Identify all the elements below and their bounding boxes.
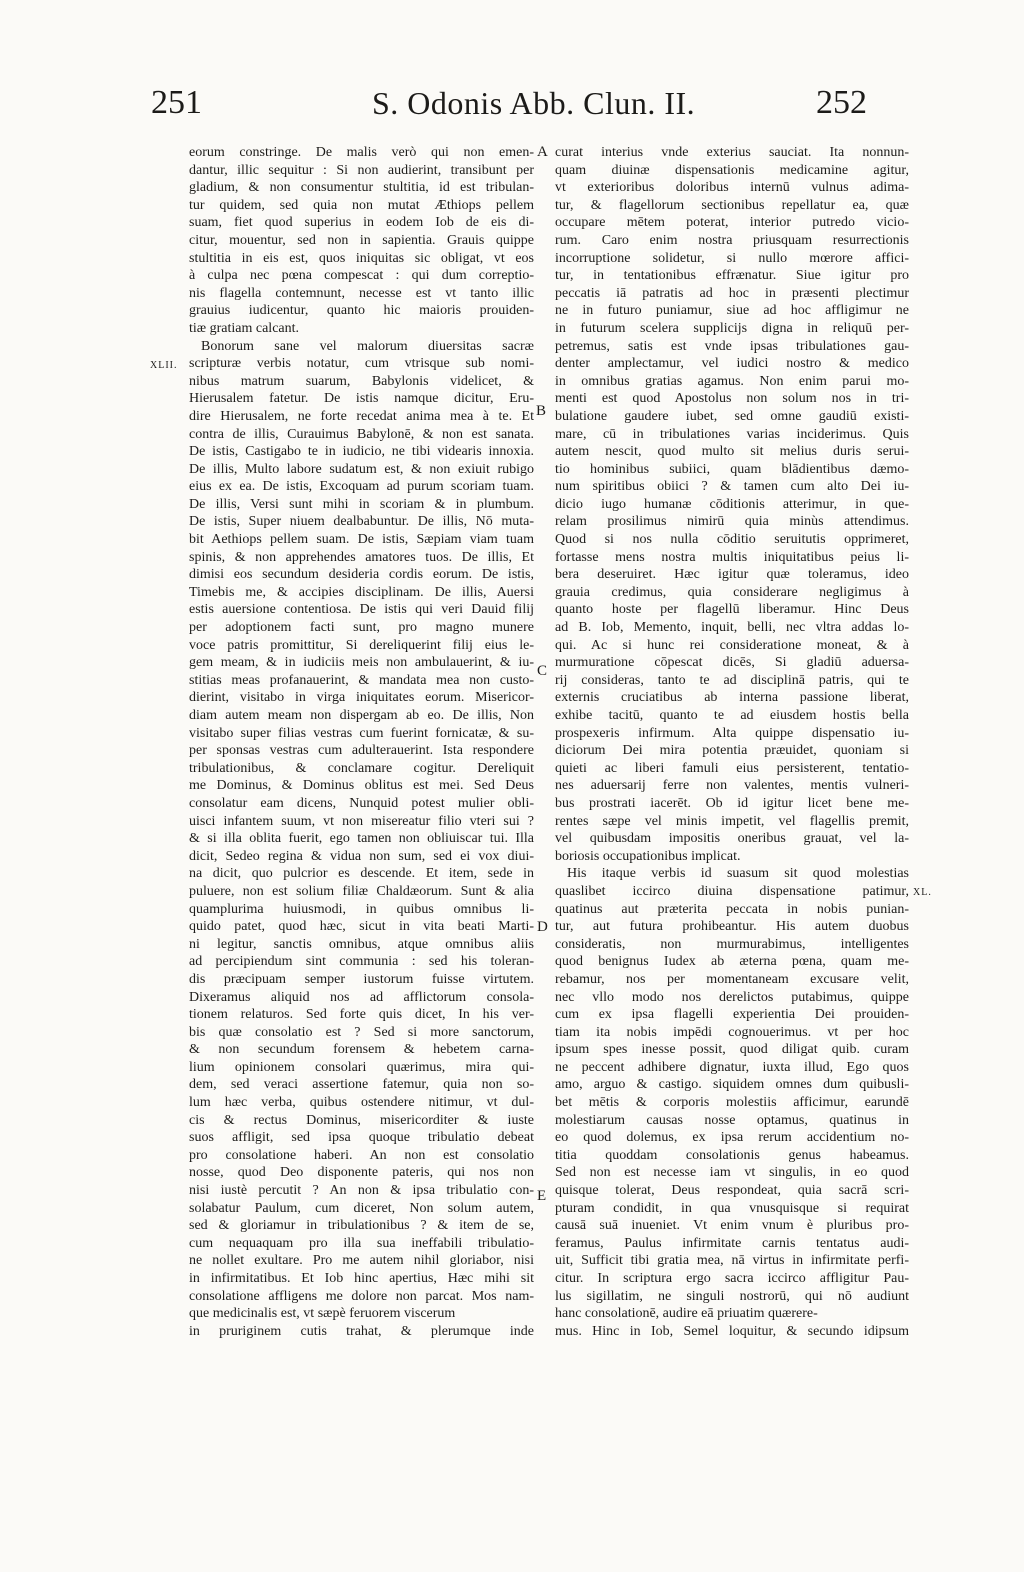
text-line: per adoptionem facti sunt, pro magno munere xyxy=(189,620,534,636)
text-line: in pruriginem cutis trahat, & plerumque inde xyxy=(189,1323,534,1339)
text-line: bus prostrati iacerēt. Ob id igitur licet bene me- xyxy=(555,795,909,811)
text-line: uisci infantem suum, vt non misereatur filio vteri sui ? xyxy=(189,813,534,829)
text-line: contra de illis, Curauimus Babylonē, & non est sanata. xyxy=(189,426,534,442)
text-line: ni legitur, sanctis omnibus, atque omnibus aliis xyxy=(189,936,534,952)
text-line: rentes sæpe vel minis impetit, vel flagellis premit, xyxy=(555,813,909,829)
text-line: sed & gloriamur in tribulationibus ? & item de se, xyxy=(189,1218,534,1234)
text-line: dicit, Sedeo regina & vidua non sum, sed ei vox diui- xyxy=(189,848,534,864)
text-line: Quod si nos nulla cōditio seruitutis opprimeret, xyxy=(555,532,909,548)
margin-letter-a: A xyxy=(537,144,548,160)
text-line: nibus matrum suarum, Babylonis videlicet, & xyxy=(189,373,534,389)
text-line: scripturæ verbis notatur, cum vtrisque sub nomi- xyxy=(189,356,534,372)
text-line: nec vllo modo nos derelictos putabimus, quippe xyxy=(555,989,909,1005)
text-line: & si illa oblita fuerit, ego tamen non obliuiscar tui. Illa xyxy=(189,831,534,847)
text-line: solabatur Paulum, cum diceret, Non solum autem, xyxy=(189,1200,534,1216)
text-line: mare, cū in tribulationes varias inciderimus. Quis xyxy=(555,426,909,442)
text-line: dicio iugo humanæ cōditionis atterimur, in que- xyxy=(555,496,909,512)
text-line: diciorum Dei mira potentia præuidet, quoniam si xyxy=(555,743,909,759)
text-line: Timebis me, & accipies disciplinam. De illis, Auersi xyxy=(189,584,534,600)
text-line: vt exterioribus doloribus internū vulnus adima- xyxy=(555,180,909,196)
text-line: bet mētis & corporis molestiis afficimur, earundē xyxy=(555,1095,909,1111)
text-line: bis quæ consolatio est ? Sed si more sanctorum, xyxy=(189,1024,534,1040)
text-line: autem nescit, quod multo sit melius duris serui- xyxy=(555,444,909,460)
text-line: visitabo super filias vestras cum fuerint fornicatæ, & su- xyxy=(189,725,534,741)
text-line: uit, Sufficit tibi gratia mea, nā virtus in infirmitate perfi- xyxy=(555,1253,909,1269)
text-line: tiam ita nobis impēdi cognouerimus. vt per hoc xyxy=(555,1024,909,1040)
text-line: cum ex ipsa flagelli experientia Dei prouiden- xyxy=(555,1007,909,1023)
text-line: quieti ac liberi famuli eius persisterent, tentatio- xyxy=(555,760,909,776)
margin-letter-e: E xyxy=(537,1188,547,1204)
text-line: quido patet, quod hæc, sicut in vita beati Marti- xyxy=(189,919,534,935)
section-mark-right: XL. xyxy=(913,887,932,898)
text-line: mus. Hinc in Iob, Semel loquitur, & secundo idipsum xyxy=(555,1323,909,1339)
text-line: incorruptione solidetur, si nullo mœrore affici- xyxy=(555,250,909,266)
page-number-left: 251 xyxy=(151,84,202,121)
text-line: ne nollet exultare. Pro me autem nihil gloriabor, nisi xyxy=(189,1253,534,1269)
text-line: in infirmitatibus. Et Iob hinc apertius, Hæc mihi sit xyxy=(189,1271,534,1286)
text-line: ad percipiendum sint communia : sed his toleran- xyxy=(189,954,534,970)
text-line: nisi iustè percutit ? An non & ipsa tribulatio con- xyxy=(189,1183,534,1199)
text-line: voce patris promittitur, Si dereliquerint filij eius le- xyxy=(189,637,534,653)
text-line: me Dominus, & Dominus oblitus est mei. Sed Deus xyxy=(189,778,534,794)
text-line: dimisi eos secundum desideria cordis eorum. De istis, xyxy=(189,567,534,583)
text-line: à culpa nec pœna compescat : qui dum correptio- xyxy=(189,268,534,284)
text-line: quod benignus Iudex ab æterna pœna, quam me- xyxy=(555,954,909,970)
text-line: prospexeris infirmum. Alta quippe dispensatio iu- xyxy=(555,725,909,741)
text-line: quisque tolerat, Deus respondeat, quia sacrā scri- xyxy=(555,1183,909,1199)
margin-letter-b: B xyxy=(536,403,547,419)
text-line: que medicinalis est, vt sæpè feruorem viscerum xyxy=(189,1306,456,1322)
text-line: De illis, Versi sunt mihi in scoriam & in plumbum. xyxy=(189,496,534,512)
text-line: De istis, Super niuem dealbabuntur. De illis, Nō muta- xyxy=(189,514,534,530)
text-line: dantur, illic sequitur : Si non audierint, transibunt per xyxy=(189,162,534,178)
text-line: De illis, Multo labore sudatum est, & non exiuit rubigo xyxy=(189,461,534,477)
text-line: dem, sed veraci assertione fatemur, quia non so- xyxy=(189,1077,534,1093)
text-line: murmuratione cōpescat dicēs, Si gladiū aduersa- xyxy=(555,655,909,671)
text-line: pro consolatione haberi. An non est consolatio xyxy=(189,1147,534,1163)
text-line: lum hæc verba, quibus ostendere nitimur, vt dul- xyxy=(189,1095,534,1111)
text-line: gladium, & non consumentur stultitia, id est tribulan- xyxy=(189,180,534,196)
text-line: tio hominibus subiici, quam blādientibus dæmo- xyxy=(555,461,909,477)
text-line: quaslibet iccirco diuina dispensatione patimur, xyxy=(555,883,909,899)
text-line: pturam condidit, in qua vnusquisque si requirat xyxy=(555,1200,909,1216)
text-line: rebamur, nos per momentaneam excusare velit, xyxy=(555,971,909,987)
text-line: ne in futuro puniamur, siue ad hoc affligimur ne xyxy=(555,303,909,319)
text-line: rij consideras, tanto te ad disciplinā patris, qui te xyxy=(555,672,909,688)
text-line: relam prosilimus nimirū quia minùs attendimus. xyxy=(555,514,909,530)
text-line: consideratis, non murmurabimus, intelligentes xyxy=(555,936,909,952)
text-line: grauia credimus, quia considerare negligimus à xyxy=(555,584,909,600)
text-line: eius ex ea. De istis, Excoquam ad purum scoriam tuam. xyxy=(189,479,534,495)
text-line: diam autem meam non dispergam ab eo. De illis, Non xyxy=(189,708,534,723)
text-line: stultitia in eis est, quos iniquitas sic obligat, vt eos xyxy=(189,250,534,266)
text-line: dis præcipuam semper iustorum fuisse virtutem. xyxy=(189,971,534,987)
text-line: denter amplectamur, vel iudici nostro & medico xyxy=(555,356,909,372)
text-line: puluere, non est solium filiæ Chaldæorum. Sunt & alia xyxy=(189,883,534,899)
text-line: tur, in tentationibus effrænatur. Siue igitur pro xyxy=(555,268,909,284)
text-line: tur, & flagellorum sectionibus repellatur ea, quæ xyxy=(555,197,909,213)
text-line: eorum constringe. De malis verò qui non emen- xyxy=(189,145,534,160)
text-line: per sponsas vestras cum adulterauerint. Ista respondere xyxy=(189,743,534,759)
text-line: dierint, visitabo in virga iniquitates eorum. Misericor- xyxy=(189,690,534,706)
text-line: tur, aut futura prohibeantur. His autem duobus xyxy=(555,919,909,935)
text-line: tribulationibus, & conclamare cogitur. Dereliquit xyxy=(189,760,534,776)
text-line: lium opinionem consolari quærimus, mira qui- xyxy=(189,1059,534,1075)
text-line: cis & rectus Dominus, misericorditer & iuste xyxy=(189,1112,534,1128)
text-line: bera deseruiret. Hæc igitur quæ toleramus, ideo xyxy=(555,567,909,583)
text-line: titia quoddam consolationis genus habeamus. xyxy=(555,1147,909,1163)
text-line: grauius iudicentur, quanto hic maioris prouiden- xyxy=(189,303,534,319)
text-line: fortasse mens nostra multis iniquitatibus peius li- xyxy=(555,549,909,565)
section-mark-left: XLII. xyxy=(150,360,178,371)
text-line: tiæ gratiam calcant. xyxy=(189,320,300,336)
text-line: curat interius vnde exterius sauciat. Ita nonnun- xyxy=(555,145,909,160)
margin-letter-d: D xyxy=(537,919,548,935)
text-line: dire Hierusalem, ne forte recedat anima mea à te. Et xyxy=(189,408,534,424)
text-line: Sed non est necesse iam vt singulis, in eo quod xyxy=(555,1165,909,1181)
text-line: in omnibus gratias agamus. Non enim parui mo- xyxy=(555,373,909,389)
text-line: amo, arguo & castigo. siquidem omnes dum quibusli- xyxy=(555,1077,909,1093)
left-text-column xyxy=(189,144,534,1340)
text-line: na dicit, quo pulcrior es descende. Et item, sede in xyxy=(189,866,534,882)
text-line: quam diuinæ dispensationis medicamine agitur, xyxy=(555,162,909,178)
text-line: citur. In scriptura ergo sacra iccirco affligitur Pau- xyxy=(555,1271,909,1286)
text-line: eo quod dolemus, ex ipsa rerum accidentium no- xyxy=(555,1130,909,1146)
text-line: Hierusalem fatetur. De istis namque dicitur, Eru- xyxy=(189,391,534,407)
text-line: tionem relaturos. Sed forte quis dicet, In his ver- xyxy=(189,1007,534,1023)
text-line: num spiritibus obiici ? & tamen cum alto Dei iu- xyxy=(555,479,909,495)
text-line: hanc consolationē, audire eā priuatim quærere- xyxy=(555,1306,818,1322)
text-line: nes aduersarij ferre non valentes, mentis vulneri- xyxy=(555,778,909,794)
page-number-right: 252 xyxy=(816,84,867,121)
text-line: suos affligit, sed ipsa quoque tribulatio debeat xyxy=(189,1130,534,1146)
text-line: nosse, quod Deo disponente pateris, qui nos non xyxy=(189,1165,534,1181)
text-line: quanto hoste per flagellū liberamur. Hinc Deus xyxy=(555,602,909,618)
text-line: consolatur eam dicens, Nunquid potest mulier obli- xyxy=(189,795,534,811)
text-line: qui. Ac si hunc rei consideratione moneat, & à xyxy=(555,637,909,653)
text-line: ad B. Iob, Memento, inquit, belli, nec vltra addas lo- xyxy=(555,620,909,636)
text-line: externis cruciatibus ab interna passione liberat, xyxy=(555,690,909,706)
text-line: occupare mētem poterat, interior putredo vicio- xyxy=(555,215,909,231)
text-line: gem meam, & in iudiciis meis non ambulauerint, & iu- xyxy=(189,655,534,671)
text-line: feramus, Paulus infirmitate carnis tentatus audi- xyxy=(555,1235,909,1251)
text-line: quamplurima huiusmodi, in quibus omnibus li- xyxy=(189,901,534,917)
running-title: S. Odonis Abb. Clun. II. xyxy=(372,85,696,121)
text-line: stitias meas profanauerint, & mandata mea non custo- xyxy=(189,672,534,688)
text-line: exhibe tacitū, quanto te ad eiusdem hostis bella xyxy=(555,708,909,723)
text-line: vel quibusdam impositis oneribus grauat, vel la- xyxy=(555,831,909,847)
text-line: ne peccent adhibere dignatur, iuxta illud, Ego quos xyxy=(555,1059,909,1075)
text-line: bulatione gaudere iubet, sed omne gaudiū existi- xyxy=(555,408,909,424)
text-line: estis auersione contentiosa. De istis qui veri Dauid filij xyxy=(189,602,534,618)
text-line: rum. Caro enim nostra priusquam resurrectionis xyxy=(555,232,909,248)
text-line: consolatione affligens me dolore non parcat. Mos nam- xyxy=(189,1288,534,1304)
text-line: lus sigillatim, ne singuli nostrorū, qui nō audiunt xyxy=(555,1288,909,1304)
text-line: spinis, & non apprehendes amatores tuos. De illis, Et xyxy=(189,549,534,565)
text-line: cum nequaquam pro illa sua ineffabili tribulatio- xyxy=(189,1235,534,1251)
text-line: peccatis iā patratis ad hoc in præsenti plectimur xyxy=(555,285,909,301)
text-line: causā suā inueniet. Vt enim vnum è pluribus pro- xyxy=(555,1218,909,1234)
text-line: citur, mouentur, sed non in sapientia. Grauis quippe xyxy=(189,232,534,248)
text-line: De istis, Castigabo te in iudicio, ne tibi videaris innoxia. xyxy=(189,444,534,460)
text-line: suam, fiet quod superius in eodem Iob de eis di- xyxy=(189,215,534,231)
text-line: molestiarum causas nosse optamus, quatinus in xyxy=(555,1112,909,1128)
text-line: & non secundum forensem & hebetem carna- xyxy=(189,1042,534,1058)
margin-letter-c: C xyxy=(537,663,548,679)
text-line: His itaque verbis id suasum sit quod molestias xyxy=(567,866,909,882)
text-line: petremus, satis est vnde ipsas tribulationes gau- xyxy=(555,338,909,354)
text-line: Dixeramus aliquid nos ad afflictorum consola- xyxy=(189,989,534,1005)
text-line: in futurum scelera supplicijs digna in reliquū per- xyxy=(555,320,909,336)
text-line: tur quidem, sed quia non mutat Æthiops pellem xyxy=(189,197,534,213)
text-line: boriosis occupationibus implicat. xyxy=(555,848,741,864)
text-line: nis flagella contemnunt, necesse est vt tanto illic xyxy=(189,285,534,301)
page-header xyxy=(0,83,1024,127)
text-line: bit Aethiops pellem suam. De istis, Sæpiam viam tuam xyxy=(189,532,534,548)
text-line: quatinus aut præterita peccata in nobis punian- xyxy=(555,901,909,917)
text-line: menti est quod Apostolus non solum nos in tri- xyxy=(555,391,909,407)
right-text-column xyxy=(555,144,909,1340)
text-line: ipsum spes inesse possit, quod diligat quib. curam xyxy=(555,1042,909,1058)
text-line: Bonorum sane vel malorum diuersitas sacræ xyxy=(201,338,534,354)
